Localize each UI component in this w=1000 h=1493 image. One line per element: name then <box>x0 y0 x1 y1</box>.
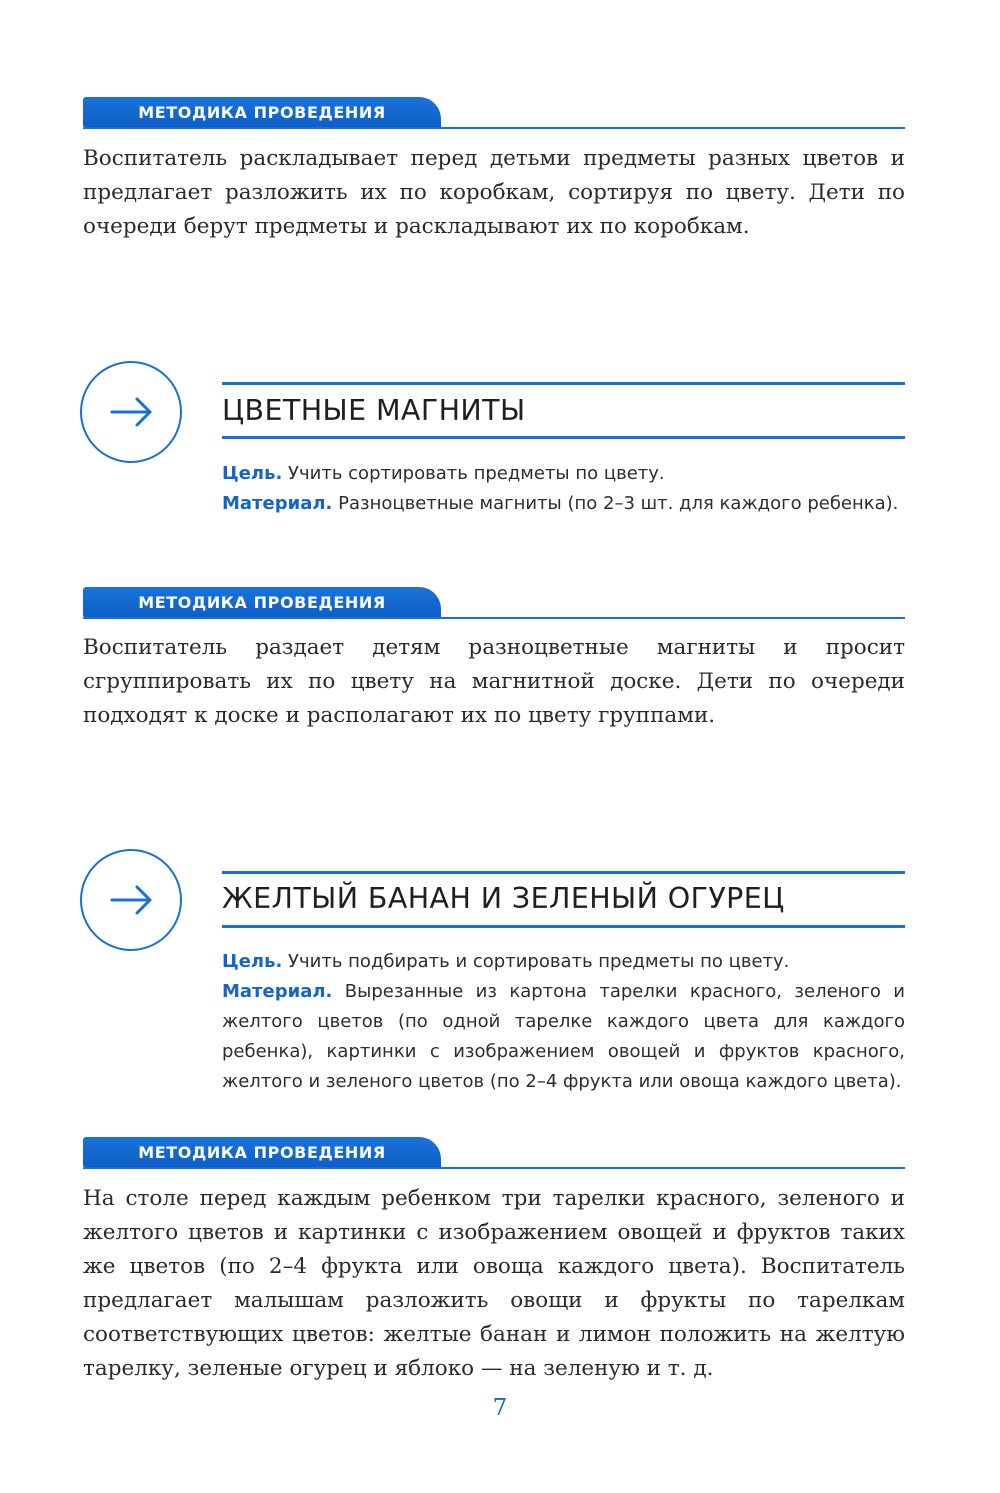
method-header <box>83 97 905 131</box>
game-title: ЖЕЛТЫЙ БАНАН И ЗЕЛЕНЫЙ ОГУРЕЦ <box>222 882 785 915</box>
divider-line <box>83 127 905 129</box>
method-label: МЕТОДИКА ПРОВЕДЕНИЯ <box>83 1137 441 1167</box>
arrow-right-icon <box>80 849 182 951</box>
goal-label: Цель. <box>222 951 283 972</box>
divider-line <box>83 1167 905 1169</box>
method-label: МЕТОДИКА ПРОВЕДЕНИЯ <box>83 97 441 127</box>
goal-text: Учить подбирать и сортировать предметы по цвету. <box>288 951 790 972</box>
material-text: Вырезанные из картона тарелки красного, зеленого и желтого цветов (по одной тарелке каждого цвета для каждого ребенка), картинки с изображением овощей и фруктов красного, желтого и зеленого цветов (по 2–4 фрукта или овоща каждого цвета). <box>222 981 905 1092</box>
game-title: ЦВЕТНЫЕ МАГНИТЫ <box>222 394 526 427</box>
title-bottom-line <box>222 925 905 928</box>
intro-paragraph: Воспитатель раскладывает перед детьми предметы разных цветов и предлагает разложить их по коробкам, сортируя по цвету. Дети по очереди берут предметы и раскладывают их по коробкам. <box>83 146 905 239</box>
goal-text: Учить сортировать предметы по цвету. <box>288 463 665 484</box>
goal-material-block <box>222 459 905 519</box>
method-paragraph: Воспитатель раздает детям разноцветные магниты и просит сгруппировать их по цвету на магнитной доске. Дети по очереди подходят к доске и располагают их по цвету группами. <box>83 635 905 728</box>
page-number: 7 <box>492 1395 508 1421</box>
title-top-line <box>222 382 905 385</box>
material-text: Разноцветные магниты (по 2–3 шт. для каждого ребенка). <box>338 493 899 514</box>
divider-line <box>83 617 905 619</box>
arrow-right-icon <box>80 361 182 463</box>
title-top-line <box>222 871 905 874</box>
method-header <box>83 587 905 621</box>
material-label: Материал. <box>222 493 333 514</box>
method-header <box>83 1137 905 1171</box>
goal-label: Цель. <box>222 463 283 484</box>
material-label: Материал. <box>222 981 333 1002</box>
goal-material-block <box>222 947 905 1097</box>
title-bottom-line <box>222 436 905 439</box>
method-label: МЕТОДИКА ПРОВЕДЕНИЯ <box>83 587 441 617</box>
method-paragraph: На столе перед каждым ребенком три тарелки красного, зеленого и желтого цветов и картинки с изображением овощей и фруктов таких же цветов (по 2–4 фрукта или овоща каждого цвета). Воспитатель предлагает малышам разложить овощи и фрукты по тарелкам соответствующих цветов: желтые банан и лимон положить на желтую тарелку, зеленые огурец и яблоко — на зеленую и т. д. <box>83 1186 905 1381</box>
